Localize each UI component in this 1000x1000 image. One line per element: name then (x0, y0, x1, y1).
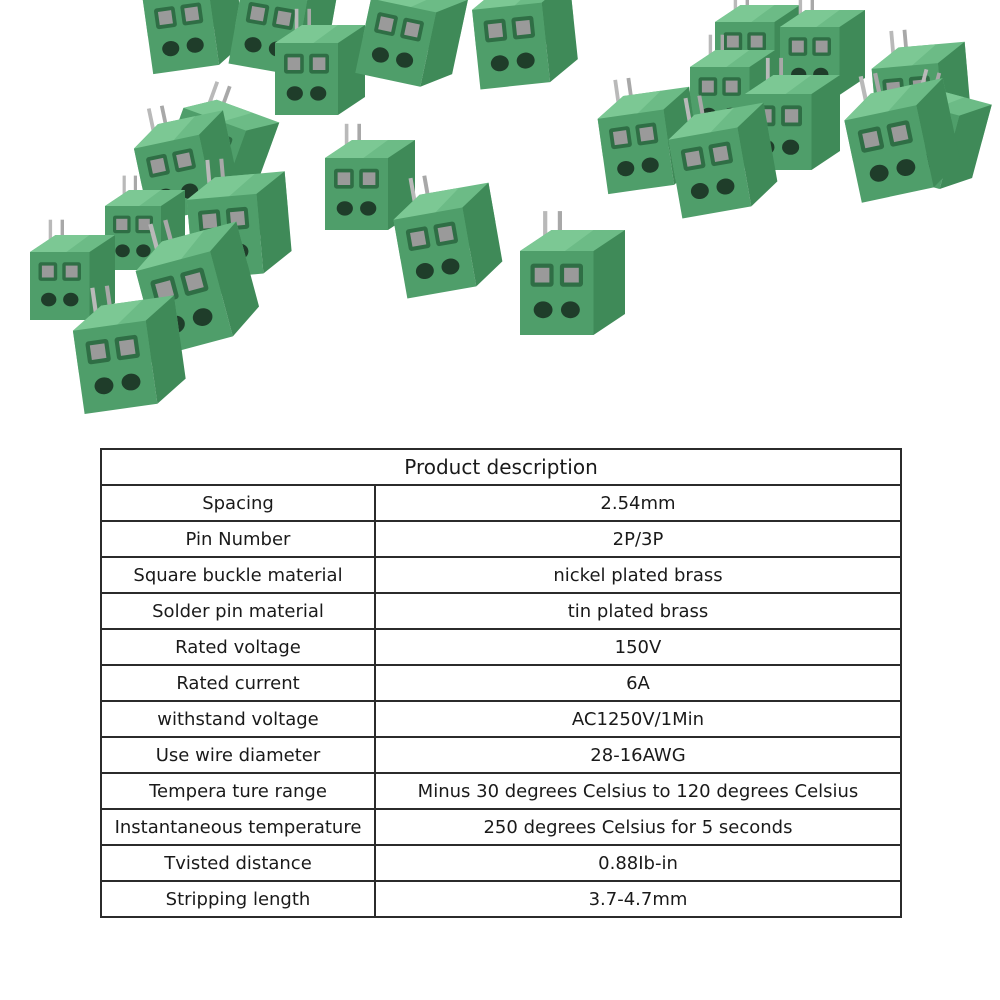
table-row (101, 521, 901, 557)
table-title: Product description (101, 449, 901, 485)
spec-label: Use wire diameter (101, 737, 375, 773)
spec-value: 2P/3P (375, 521, 901, 557)
spec-value: AC1250V/1Min (375, 701, 901, 737)
spec-label: Tvisted distance (101, 845, 375, 881)
spec-value: 28-16AWG (375, 737, 901, 773)
spec-label: Rated voltage (101, 629, 375, 665)
spec-label: Solder pin material (101, 593, 375, 629)
spec-value: 3.7-4.7mm (375, 881, 901, 917)
table-row (101, 593, 901, 629)
spec-label: Instantaneous temperature (101, 809, 375, 845)
terminal-block (520, 211, 625, 335)
spec-value: 6A (375, 665, 901, 701)
spec-value: 0.88Ib-in (375, 845, 901, 881)
table-row (101, 629, 901, 665)
spec-label: Square buckle material (101, 557, 375, 593)
table-title-row (101, 449, 901, 485)
table-row (101, 737, 901, 773)
table-row (101, 809, 901, 845)
table-row (101, 485, 901, 521)
table-row (101, 845, 901, 881)
terminal-block (30, 220, 115, 320)
terminal-blocks-illustration (0, 0, 1000, 430)
terminal-block (468, 0, 580, 89)
spec-value: Minus 30 degrees Celsius to 120 degrees Celsius (375, 773, 901, 809)
table-row (101, 773, 901, 809)
spec-label: withstand voltage (101, 701, 375, 737)
product-photo (0, 0, 1000, 430)
table-row (101, 701, 901, 737)
table-row (101, 557, 901, 593)
table-row (101, 881, 901, 917)
spec-label: Pin Number (101, 521, 375, 557)
product-description-table (100, 448, 902, 918)
spec-value: 250 degrees Celsius for 5 seconds (375, 809, 901, 845)
spec-value: 2.54mm (375, 485, 901, 521)
terminal-block (355, 0, 471, 93)
spec-label: Stripping length (101, 881, 375, 917)
table-row (101, 665, 901, 701)
spec-value: 150V (375, 629, 901, 665)
spec-value: tin plated brass (375, 593, 901, 629)
spec-label: Rated current (101, 665, 375, 701)
spec-label: Spacing (101, 485, 375, 521)
spec-label: Tempera ture range (101, 773, 375, 809)
spec-value: nickel plated brass (375, 557, 901, 593)
